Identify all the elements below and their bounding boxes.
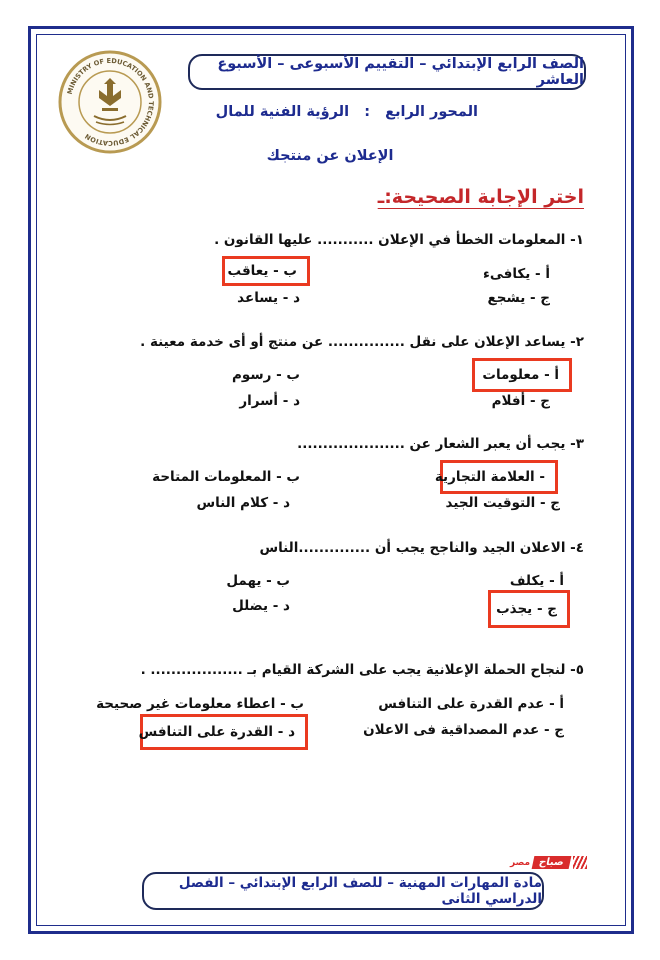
watermark-word: مصر <box>510 857 531 868</box>
question-5-option-a: أ - عدم القدرة على التنافس <box>378 696 564 712</box>
question-1-text: ١- المعلومات الخطأ في الإعلان ........... عليها القانون . <box>214 232 584 248</box>
header-title: الصف الرابع الإبتدائي – التقييم الأسبوعى – الأسبوع العاشر <box>188 54 586 90</box>
question-1-option-b: ب - يعاقب <box>227 263 297 279</box>
question-4-text: ٤- الاعلان الجيد والناجح يجب أن ..............الناس <box>259 540 584 556</box>
lesson-title: الإعلان عن منتجك <box>266 148 394 164</box>
instruction-heading: اختر الإجابة الصحيحة:ـ <box>377 186 584 208</box>
question-3-option-d: د - كلام الناس <box>196 495 290 511</box>
axis-topic: الرؤية الفنية للمال <box>215 104 350 120</box>
question-2-text: ٢- يساعد الإعلان على نقل ............... عن منتج أو أى خدمة معينة . <box>140 334 584 350</box>
axis-separator: : <box>364 104 371 120</box>
question-5-answer-box <box>140 714 308 750</box>
question-2-option-c: ج - أفلام <box>491 393 550 409</box>
axis-label: المحور الرابع <box>385 104 478 120</box>
question-4-option-b: ب - يهمل <box>226 573 290 589</box>
question-3-option-c: ج - التوقيت الجيد <box>445 495 560 511</box>
question-5-option-b: ب - اعطاء معلومات غير صحيحة <box>96 696 304 712</box>
question-2-answer-box <box>472 358 572 392</box>
question-5-option-d: د - القدرة على التنافس <box>138 724 295 740</box>
footer-text: مادة المهارات المهنية – للصف الرابع الإبتدائي – الفصل الدراسي الثانى <box>142 872 544 910</box>
watermark-stripes <box>573 856 587 869</box>
question-4-option-c: ج - يجذب <box>496 601 557 617</box>
question-1-option-d: د - يساعد <box>237 290 300 306</box>
question-2-option-a: أ - معلومات <box>482 367 559 383</box>
question-4-option-a: أ - يكلف <box>509 573 564 589</box>
axis-line <box>216 104 478 120</box>
question-5-option-c: ج - عدم المصداقية فى الاعلان <box>363 722 564 738</box>
question-4-answer-box <box>488 590 570 628</box>
question-4-option-d: د - يضلل <box>232 598 290 614</box>
question-3-option-a: - العلامة التجارية <box>434 469 545 485</box>
watermark-badge: صباح <box>532 856 571 869</box>
watermark <box>510 856 587 869</box>
question-3-text: ٣- يجب أن يعبر الشعار عن ..................... <box>297 436 584 452</box>
question-3-answer-box <box>434 460 558 494</box>
question-2-option-d: د - أسرار <box>239 393 300 409</box>
ministry-logo <box>58 50 162 154</box>
question-1-answer-box <box>222 256 310 286</box>
question-2-option-b: ب - رسوم <box>232 367 300 383</box>
question-3-option-b: ب - المعلومات المتاحة <box>152 469 300 485</box>
question-5-text: ٥- لنجاح الحملة الإعلانية يجب على الشركة القيام بـ .................. . <box>140 662 584 678</box>
svg-text:MINISTRY OF EDUCATION AND TECH: MINISTRY OF EDUCATION AND TECHNICAL EDUCATION <box>65 56 156 148</box>
question-1-option-c: ج - يشجع <box>487 290 550 306</box>
question-1-option-a: أ - يكافىء <box>482 266 550 282</box>
